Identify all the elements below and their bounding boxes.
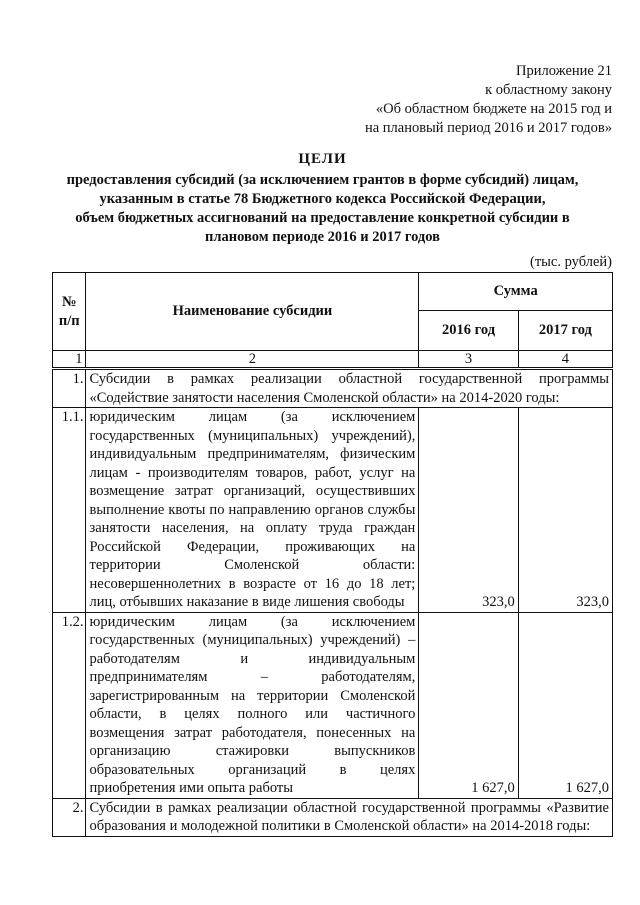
- header-name: Наименование субсидии: [86, 273, 419, 351]
- row-num: 1.2.: [53, 612, 86, 798]
- row-text: Субсидии в рамках реализации областной государственной программы «Развитие образования и молодежной политики в Смоленской области» на 2014-2018 годы:: [86, 798, 613, 836]
- title-line-3: объем бюджетных ассигнований на предоставление конкретной субсидии в: [75, 210, 570, 226]
- row-value-2017: 1 627,0: [518, 612, 612, 798]
- header-2017: 2017 год: [518, 311, 612, 351]
- appendix-line-2: к областному закону: [485, 82, 612, 98]
- row-text: Субсидии в рамках реализации областной государственной программы «Содействие занятости населения Смоленской области» на 2014-2020 годы:: [86, 369, 613, 408]
- index-cell: 2: [86, 351, 419, 369]
- table-row: [53, 612, 613, 798]
- units-label: (тыс. рублей): [530, 254, 612, 270]
- row-text: юридическим лицам (за исключением государственных (муниципальных) учреждений) – работодателям и индивидуальным предпринимателям – работодателям, зарегистрированным на территории Смоленской области, в целях полного или частичного возмещения затрат работодателя, понесенных на организацию стажировки выпускников образовательных организаций в целях приобретения ими опыта работы: [86, 612, 419, 798]
- header-sum: Сумма: [419, 273, 613, 311]
- table-row: [53, 369, 613, 408]
- appendix-line-1: Приложение 21: [516, 63, 612, 79]
- appendix-reference: [365, 62, 612, 138]
- subsidy-table: [52, 272, 613, 837]
- row-value-2017: 323,0: [518, 408, 612, 613]
- row-text: юридическим лицам (за исключением государственных (муниципальных) учреждений), индивидуальным предпринимателям, физическим лицам - производителям товаров, работ, услуг на возмещение затрат организаций, осуществивших выполнение квоты по направлению органов службы занятости населения, на оплату труда граждан Российской Федерации, проживающих на территории Смоленской области: несовершеннолетних в возрасте от 16 до 18 лет; лиц, отбывших наказание в виде лишения свободы: [86, 408, 419, 613]
- appendix-line-4: на плановый период 2016 и 2017 годов»: [364, 120, 612, 136]
- row-num: 1.: [53, 369, 86, 408]
- row-value-2016: 1 627,0: [419, 612, 518, 798]
- title-line-4: плановом периоде 2016 и 2017 годов: [205, 229, 440, 245]
- title-line-2: указанным в статье 78 Бюджетного кодекса Российской Федерации,: [99, 191, 546, 207]
- table-header-row: [53, 273, 613, 311]
- row-num: 1.1.: [53, 408, 86, 613]
- row-value-2016: 323,0: [419, 408, 518, 613]
- table-row: [53, 408, 613, 613]
- row-num: 2.: [53, 798, 86, 836]
- index-cell: 1: [53, 351, 86, 369]
- appendix-line-3: «Об областном бюджете на 2015 год и: [375, 101, 612, 117]
- header-2016: 2016 год: [419, 311, 518, 351]
- header-num: № п/п: [53, 273, 86, 351]
- index-cell: 3: [419, 351, 518, 369]
- title-line-1: предоставления субсидий (за исключением грантов в форме субсидий) лицам,: [66, 172, 579, 188]
- index-cell: 4: [518, 351, 612, 369]
- document-title: [40, 150, 605, 247]
- index-row: [53, 351, 613, 369]
- table-row: [53, 798, 613, 836]
- title-main: ЦЕЛИ: [298, 151, 347, 167]
